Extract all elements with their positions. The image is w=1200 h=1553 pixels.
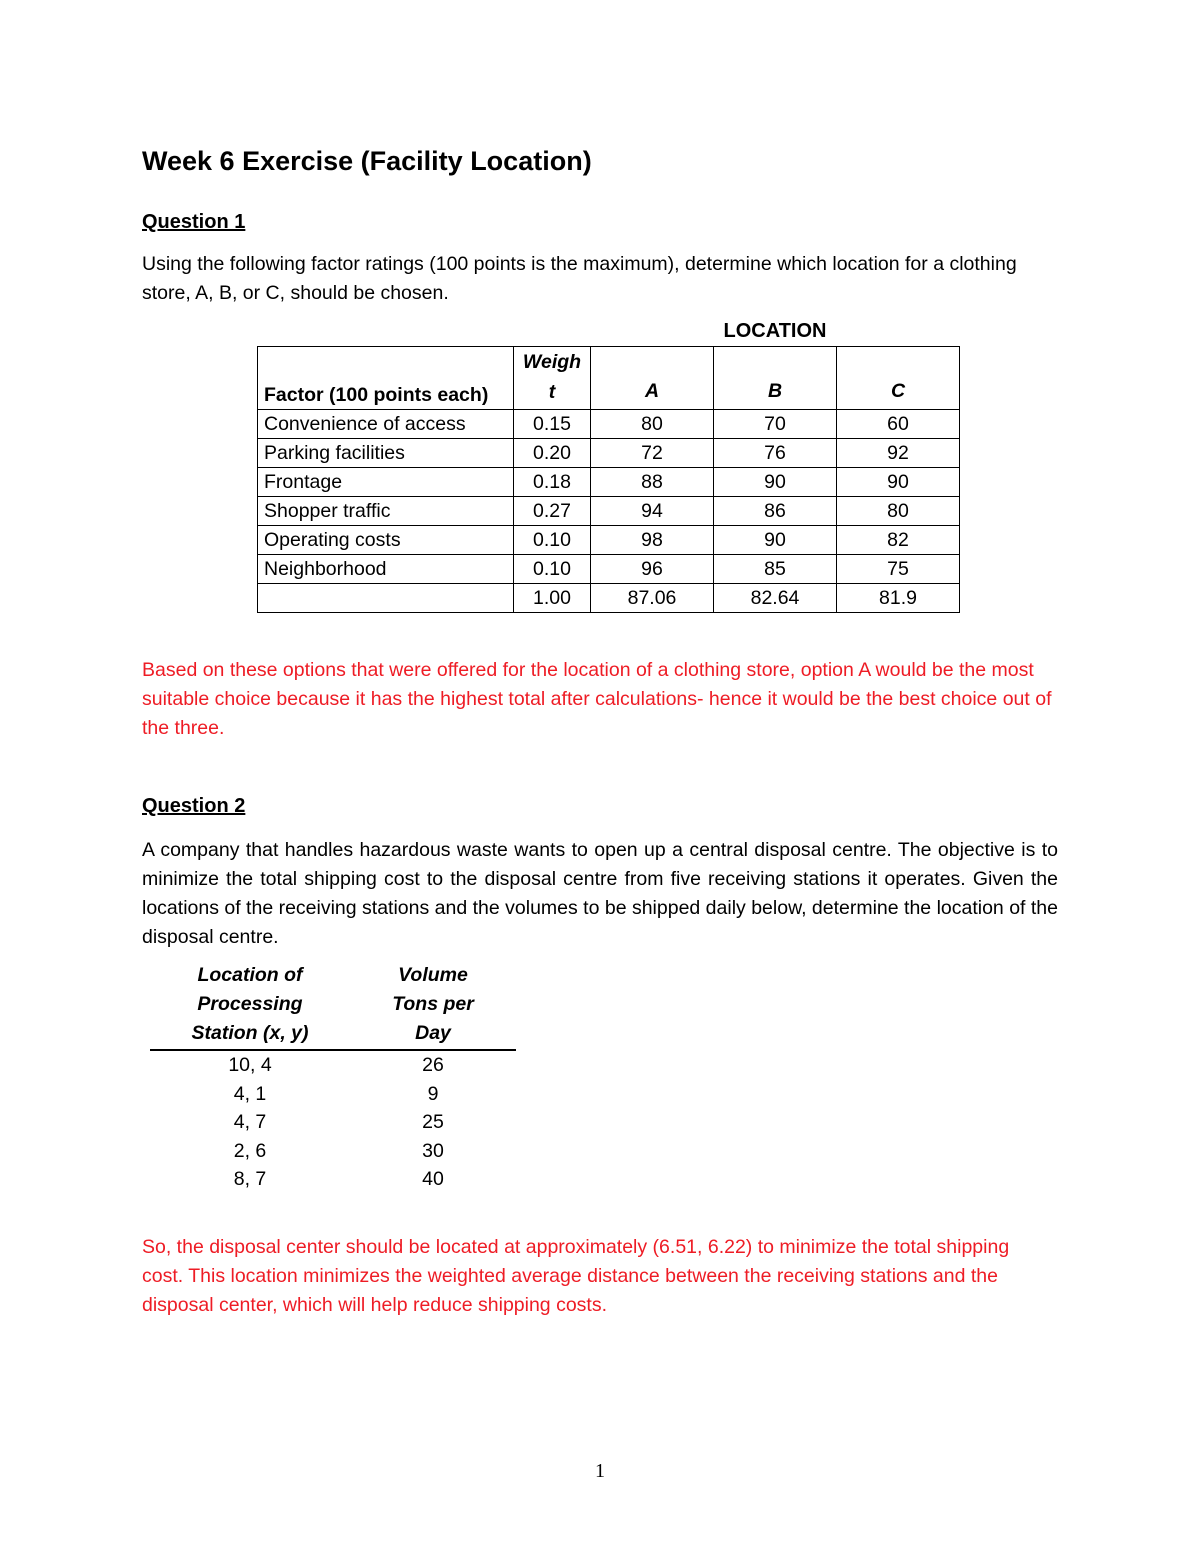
page-title: Week 6 Exercise (Facility Location) bbox=[142, 146, 592, 176]
header-weight: Weigh t bbox=[514, 347, 591, 410]
cell-factor: Operating costs bbox=[258, 526, 514, 555]
factor-rows bbox=[258, 410, 960, 613]
table-row bbox=[150, 1165, 516, 1194]
total-c: 81.9 bbox=[837, 584, 960, 613]
cell-location: 2, 6 bbox=[233, 1139, 267, 1162]
cell-volume: 40 bbox=[422, 1168, 444, 1190]
station-rows bbox=[150, 1050, 516, 1194]
table-row bbox=[150, 1050, 516, 1080]
table-row bbox=[258, 526, 960, 555]
header-station-location: Location of Processing Station (x, y) bbox=[150, 961, 350, 1050]
cell-c: 75 bbox=[837, 555, 960, 584]
table-row bbox=[258, 555, 960, 584]
station-table bbox=[150, 961, 516, 1194]
cell-b: 90 bbox=[714, 526, 837, 555]
table-row bbox=[258, 439, 960, 468]
cell-a: 80 bbox=[591, 410, 714, 439]
total-b: 82.64 bbox=[714, 584, 837, 613]
total-factor bbox=[258, 584, 514, 613]
cell-factor: Neighborhood bbox=[258, 555, 514, 584]
question-1-heading: Question 1 bbox=[142, 211, 246, 233]
table-row bbox=[258, 468, 960, 497]
header-location-b: B bbox=[714, 347, 837, 410]
cell-b: 85 bbox=[714, 555, 837, 584]
cell-location: 10, 4 bbox=[228, 1054, 272, 1076]
cell-a: 94 bbox=[591, 497, 714, 526]
question-2-answer: So, the disposal center should be located at approximately (6.51, 6.22) to minimize the total shipping cost. This location minimizes the weighted average distance between the receiving stations and the disposal center, which will help reduce shipping costs. bbox=[142, 1236, 1010, 1316]
cell-location: 8, 7 bbox=[233, 1168, 267, 1190]
cell-a: 98 bbox=[591, 526, 714, 555]
cell-factor: Frontage bbox=[258, 468, 514, 497]
cell-b: 90 bbox=[714, 468, 837, 497]
cell-location: 4, 7 bbox=[233, 1111, 267, 1133]
cell-volume: 25 bbox=[422, 1111, 444, 1133]
question-2-heading: Question 2 bbox=[142, 795, 246, 817]
cell-a: 96 bbox=[591, 555, 714, 584]
header-location-a: A bbox=[591, 347, 714, 410]
table-row bbox=[258, 497, 960, 526]
cell-location: 4, 1 bbox=[233, 1082, 267, 1105]
cell-volume: 30 bbox=[422, 1139, 444, 1162]
station-header-row bbox=[150, 961, 516, 1050]
cell-b: 70 bbox=[714, 410, 837, 439]
table-row bbox=[150, 1137, 516, 1166]
cell-weight: 0.10 bbox=[514, 526, 591, 555]
header-location-c: C bbox=[837, 347, 960, 410]
cell-weight: 0.27 bbox=[514, 497, 591, 526]
table-row bbox=[258, 410, 960, 439]
cell-c: 82 bbox=[837, 526, 960, 555]
cell-weight: 0.18 bbox=[514, 468, 591, 497]
cell-c: 92 bbox=[837, 439, 960, 468]
cell-b: 86 bbox=[714, 497, 837, 526]
cell-a: 72 bbox=[591, 439, 714, 468]
table-header-row bbox=[258, 347, 960, 410]
cell-weight: 0.20 bbox=[514, 439, 591, 468]
cell-c: 90 bbox=[837, 468, 960, 497]
header-volume: Volume Tons per Day bbox=[350, 961, 516, 1050]
total-weight: 1.00 bbox=[514, 584, 591, 613]
cell-a: 88 bbox=[591, 468, 714, 497]
cell-volume: 9 bbox=[427, 1082, 439, 1105]
table-row bbox=[150, 1108, 516, 1137]
cell-factor: Shopper traffic bbox=[258, 497, 514, 526]
total-a: 87.06 bbox=[591, 584, 714, 613]
cell-volume: 26 bbox=[422, 1054, 444, 1076]
cell-b: 76 bbox=[714, 439, 837, 468]
question-2-prompt: A company that handles hazardous waste wants to open up a central disposal centre. The objective is to minimize the total shipping cost to the disposal centre from five receiving stations it operates. Given the locations of the receiving stations and the volumes to be shipped daily below, determine the location of the disposal centre. bbox=[142, 839, 1058, 948]
question-1-answer: Based on these options that were offered for the location of a clothing store, option A would be the most suitable choice because it has the highest total after calculations- hence it would be the best choice out of the three. bbox=[142, 659, 1052, 739]
cell-weight: 0.10 bbox=[514, 555, 591, 584]
cell-factor: Parking facilities bbox=[258, 439, 514, 468]
cell-weight: 0.15 bbox=[514, 410, 591, 439]
cell-factor: Convenience of access bbox=[258, 410, 514, 439]
table-row bbox=[150, 1080, 516, 1109]
cell-c: 60 bbox=[837, 410, 960, 439]
page-number: 1 bbox=[595, 1460, 605, 1482]
factor-rating-table bbox=[257, 346, 960, 613]
totals-row bbox=[258, 584, 960, 613]
location-label: LOCATION bbox=[723, 320, 827, 342]
question-1-prompt: Using the following factor ratings (100 points is the maximum), determine which location for a clothing store, A, B, or C, should be chosen. bbox=[142, 253, 1017, 304]
cell-c: 80 bbox=[837, 497, 960, 526]
header-factor: Factor (100 points each) bbox=[258, 347, 514, 410]
